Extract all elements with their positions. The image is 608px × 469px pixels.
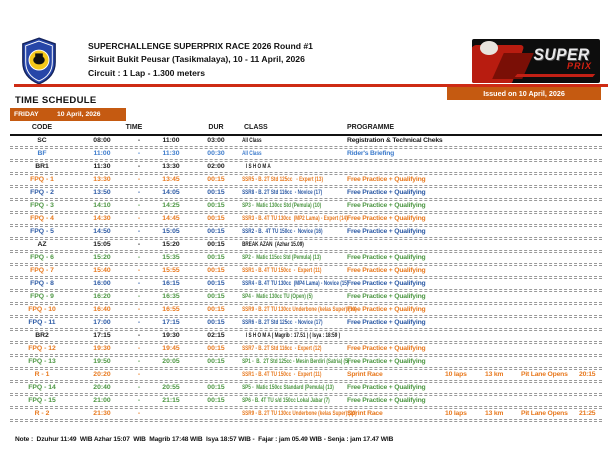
schedule-row	[10, 149, 602, 159]
row-code: FPQ - 10	[28, 306, 56, 313]
row-distance: 13 km	[485, 410, 504, 417]
day-date: 10 April, 2026	[57, 111, 101, 118]
row-code: R - 2	[34, 410, 50, 417]
row-code: FPQ - 8	[30, 280, 54, 287]
row-class: SSR4 - B. 4T TU 130cc (MP4 Lama) - Novice (15)	[242, 280, 349, 287]
row-programme: Free Practice + Qualifying	[347, 358, 426, 365]
row-programme: Free Practice + Qualifying	[347, 280, 426, 287]
day-bar	[10, 108, 126, 121]
row-duration: 00:15	[207, 293, 225, 300]
row-pit-lane-time: 21:25	[579, 410, 596, 417]
row-start-time: 16:20	[93, 293, 111, 300]
document-title-block	[88, 40, 313, 80]
row-duration: 00:15	[207, 241, 225, 248]
row-class: SP1 - B. 2T Std 125cc - Mesin Berdiri (Satria) (5)	[242, 358, 350, 365]
row-programme: Free Practice + Qualifying	[347, 306, 426, 313]
row-end-time: 20:05	[162, 358, 180, 365]
row-class: SP6 - B. 4T TU s/d 150cc Lokal Jabar (7)	[242, 397, 330, 404]
schedule-row	[10, 331, 602, 341]
row-time-dash: -	[137, 267, 141, 274]
row-class: SSR9 - B. 2T TU 130cc Underbone (kelas Super) (10)	[242, 306, 357, 313]
schedule-row	[10, 279, 602, 289]
row-end-time: 14:05	[162, 189, 180, 196]
row-duration: 00:15	[207, 228, 225, 235]
row-code: FPQ - 7	[30, 267, 54, 274]
schedule-row	[10, 357, 602, 367]
row-code: BF	[37, 150, 47, 157]
row-class: SSR1 - B. 4T TU 150cc - Expert (11)	[242, 267, 322, 274]
row-programme: Free Practice + Qualifying	[347, 293, 426, 300]
row-time-dash: -	[137, 397, 141, 404]
row-code: SC	[37, 137, 47, 144]
row-start-time: 11:00	[93, 150, 111, 157]
row-class: I S H O M A	[242, 163, 271, 170]
schedule-row	[10, 162, 602, 172]
schedule-row	[10, 227, 602, 237]
row-class: SSR8 - B. 2T Std 116cc - Novice (17)	[242, 189, 323, 196]
row-class: SP4 - Matic 130cc TU (Open) (5)	[242, 293, 313, 300]
row-duration: 00:15	[207, 358, 225, 365]
schedule-rows	[10, 136, 602, 422]
row-programme: Free Practice + Qualifying	[347, 319, 426, 326]
row-end-time: 13:45	[162, 176, 180, 183]
row-end-time: 16:35	[162, 293, 180, 300]
section-title: TIME SCHEDULE	[15, 95, 97, 106]
schedule-row	[10, 292, 602, 302]
row-duration: 00:15	[207, 384, 225, 391]
row-start-time: 11:30	[93, 163, 111, 170]
col-header-programme: PROGRAMME	[347, 124, 395, 131]
row-laps: 10 laps	[445, 371, 467, 378]
row-end-time: 16:55	[162, 306, 180, 313]
row-code: FPQ - 1	[30, 176, 54, 183]
row-time-dash: -	[137, 384, 141, 391]
row-start-time: 15:05	[93, 241, 111, 248]
row-duration: 00:15	[207, 280, 225, 287]
row-programme: Free Practice + Qualifying	[347, 397, 426, 404]
row-programme: Rider's Briefing	[347, 150, 395, 157]
row-time-dash: -	[137, 137, 141, 144]
row-start-time: 20:20	[93, 371, 111, 378]
row-class: SSR3 - B. 4T TU 130cc (MP2 Lama) - Expert (14)	[242, 215, 348, 222]
row-class: SP2 - Matic 115cc Std (Pemula) (13)	[242, 254, 321, 261]
row-start-time: 21:00	[93, 397, 111, 404]
row-start-time: 14:50	[93, 228, 111, 235]
row-start-time: 19:50	[93, 358, 111, 365]
row-code: FPQ - 3	[30, 202, 54, 209]
row-pit-lane-label: Pit Lane Opens	[521, 371, 568, 378]
row-duration: 00:15	[207, 345, 225, 352]
row-class: All Class	[242, 150, 262, 157]
row-programme: Free Practice + Qualifying	[347, 228, 426, 235]
row-class: BREAK AZAN (Azhar 15.09)	[242, 241, 304, 248]
row-time-dash: -	[137, 189, 141, 196]
row-programme: Free Practice + Qualifying	[347, 176, 426, 183]
racer-helmet-graphic	[480, 41, 498, 55]
row-end-time: 21:15	[162, 397, 180, 404]
schedule-row	[10, 136, 602, 146]
row-start-time: 14:30	[93, 215, 111, 222]
row-start-time: 13:50	[93, 189, 111, 196]
row-start-time: 20:40	[93, 384, 111, 391]
row-code: FPQ - 11	[28, 319, 56, 326]
page-title: SUPERCHALLENGE SUPERPRIX RACE 2026 Round #1	[88, 41, 313, 51]
brand-prix-text: PRIX	[566, 61, 592, 71]
schedule-row	[10, 240, 602, 250]
schedule-row	[10, 201, 602, 211]
row-end-time: 19:45	[162, 345, 180, 352]
row-duration: 00:30	[207, 150, 225, 157]
row-duration: 00:15	[207, 306, 225, 313]
schedule-row	[10, 409, 602, 419]
row-class: SP3 - Matic 130cc Std (Pemula) (10)	[242, 202, 322, 209]
schedule-table	[10, 121, 602, 422]
schedule-row	[10, 214, 602, 224]
row-code: FPQ - 4	[30, 215, 54, 222]
row-start-time: 19:30	[93, 345, 111, 352]
row-start-time: 16:00	[93, 280, 111, 287]
row-class: I S H O M A ( Magrib : 17.51 ) ( Isya : 18:59 )	[242, 332, 341, 339]
row-code: FPQ - 13	[28, 358, 56, 365]
row-start-time: 17:15	[93, 332, 111, 339]
brand-swoosh	[515, 74, 596, 77]
row-time-dash: -	[137, 319, 141, 326]
schedule-row	[10, 253, 602, 263]
row-end-time: 14:45	[162, 215, 180, 222]
row-end-time: 19:30	[162, 332, 180, 339]
schedule-row	[10, 396, 602, 406]
row-class: SP5 - Matic 150cc Standard (Pemula) (13)	[242, 384, 334, 391]
col-header-dur: DUR	[208, 124, 224, 131]
row-time-dash: -	[137, 280, 141, 287]
row-end-time: 15:55	[162, 267, 180, 274]
row-class: SSR1 - B. 4T TU 150cc - Expert (11)	[242, 371, 322, 378]
row-end-time: 16:15	[162, 280, 180, 287]
row-separator	[10, 419, 602, 422]
imi-shield-logo	[20, 37, 58, 85]
schedule-row	[10, 318, 602, 328]
subtitle-circuit: Circuit : 1 Lap - 1.300 meters	[88, 67, 206, 78]
row-programme: Free Practice + Qualifying	[347, 345, 426, 352]
row-code: BR2	[35, 332, 49, 339]
row-code: FPQ - 9	[30, 293, 54, 300]
day-label: FRIDAY	[14, 111, 39, 118]
row-time-dash: -	[137, 150, 141, 157]
row-time-dash: -	[137, 345, 141, 352]
col-header-code: CODE	[31, 124, 53, 131]
row-time-dash: -	[137, 241, 141, 248]
row-laps: 10 laps	[445, 410, 467, 417]
row-time-dash: -	[137, 358, 141, 365]
row-class: SSR5 - B. 2T Std 125cc - Expert (13)	[242, 176, 323, 183]
table-header	[10, 121, 602, 136]
row-time-dash: -	[137, 293, 141, 300]
row-programme: Sprint Race	[347, 410, 383, 417]
row-duration: 00:15	[207, 202, 225, 209]
row-end-time: 13:30	[162, 163, 180, 170]
row-time-dash: -	[137, 254, 141, 261]
row-class: SSR6 - B. 2T Std 125cc - Novice (17)	[242, 319, 323, 326]
row-programme: Free Practice + Qualifying	[347, 215, 426, 222]
schedule-row	[10, 383, 602, 393]
row-pit-lane-label: Pit Lane Opens	[521, 410, 568, 417]
brand-super-text: SUPER	[533, 45, 590, 64]
row-end-time: 14:25	[162, 202, 180, 209]
row-code: FPQ - 14	[28, 384, 56, 391]
row-end-time: 15:35	[162, 254, 180, 261]
row-code: FPQ - 15	[28, 397, 56, 404]
row-code: AZ	[37, 241, 47, 248]
row-start-time: 16:40	[93, 306, 111, 313]
row-end-time: 20:55	[162, 384, 180, 391]
row-pit-lane-time: 20:15	[579, 371, 596, 378]
row-end-time: 15:05	[162, 228, 180, 235]
schedule-row	[10, 266, 602, 276]
row-code: R - 1	[34, 371, 50, 378]
schedule-row	[10, 175, 602, 185]
row-time-dash: -	[137, 410, 141, 417]
schedule-row	[10, 305, 602, 315]
row-start-time: 15:20	[93, 254, 111, 261]
row-duration: 03:00	[207, 137, 225, 144]
row-class: SSR7 - B. 2T Std 116cc - Expert (12)	[242, 345, 322, 352]
row-end-time: 17:15	[162, 319, 180, 326]
row-code: FPQ - 6	[30, 254, 54, 261]
row-time-dash: -	[137, 163, 141, 170]
row-programme: Free Practice + Qualifying	[347, 267, 426, 274]
row-duration: 00:15	[207, 176, 225, 183]
issued-banner: Issued on 10 April, 2026	[447, 87, 601, 100]
row-code: FPQ - 12	[28, 345, 56, 352]
row-class: SSR9 - B. 2T TU 130cc Underbone (kelas Super) (10)	[242, 410, 357, 417]
row-time-dash: -	[137, 306, 141, 313]
row-programme: Free Practice + Qualifying	[347, 254, 426, 261]
row-programme: Registration & Technical Cheks	[347, 137, 443, 144]
row-code: BR1	[35, 163, 49, 170]
row-duration: 02:00	[207, 163, 225, 170]
row-duration: 00:15	[207, 189, 225, 196]
row-programme: Sprint Race	[347, 371, 383, 378]
row-duration: 00:15	[207, 254, 225, 261]
schedule-row	[10, 344, 602, 354]
schedule-row	[10, 370, 602, 380]
row-end-time: 15:20	[162, 241, 180, 248]
superprix-logo	[472, 39, 600, 83]
row-class: All Class	[242, 137, 262, 144]
row-programme: Free Practice + Qualifying	[347, 384, 426, 391]
shield-icon	[20, 37, 58, 85]
row-duration: 00:15	[207, 215, 225, 222]
footer-note: Note : Dzuhur 11:49 WIB Azhar 15:07 WIB Magrib 17:48 WIB Isya 18:57 WIB - Fajar : jam 05.49 WIB - Senja : jam 17.47 WIB	[15, 436, 394, 443]
row-start-time: 17:00	[93, 319, 111, 326]
row-time-dash: -	[137, 215, 141, 222]
row-start-time: 21:30	[93, 410, 111, 417]
subtitle-location: Sirkuit Bukit Peusar (Tasikmalaya), 10 - 11 April, 2026	[88, 54, 305, 65]
row-start-time: 15:40	[93, 267, 111, 274]
row-duration: 00:15	[207, 397, 225, 404]
row-end-time: 11:00	[162, 137, 180, 144]
row-end-time: 11:30	[162, 150, 180, 157]
schedule-row	[10, 188, 602, 198]
row-class: SSR2 - B. 4T TU 150cc - Novice (16)	[242, 228, 323, 235]
row-code: FPQ - 2	[30, 189, 54, 196]
row-time-dash: -	[137, 332, 141, 339]
row-time-dash: -	[137, 371, 141, 378]
row-start-time: 14:10	[93, 202, 111, 209]
col-header-time: TIME	[125, 124, 143, 131]
row-duration: 00:15	[207, 267, 225, 274]
row-time-dash: -	[137, 176, 141, 183]
row-code: FPQ - 5	[30, 228, 54, 235]
row-duration: 02:15	[207, 332, 225, 339]
row-start-time: 13:30	[93, 176, 111, 183]
row-programme: Free Practice + Qualifying	[347, 189, 426, 196]
row-time-dash: -	[137, 202, 141, 209]
col-header-class: CLASS	[244, 124, 268, 131]
row-time-dash: -	[137, 228, 141, 235]
row-distance: 13 km	[485, 371, 504, 378]
row-start-time: 08:00	[93, 137, 111, 144]
row-programme: Free Practice + Qualifying	[347, 202, 426, 209]
row-duration: 00:15	[207, 319, 225, 326]
